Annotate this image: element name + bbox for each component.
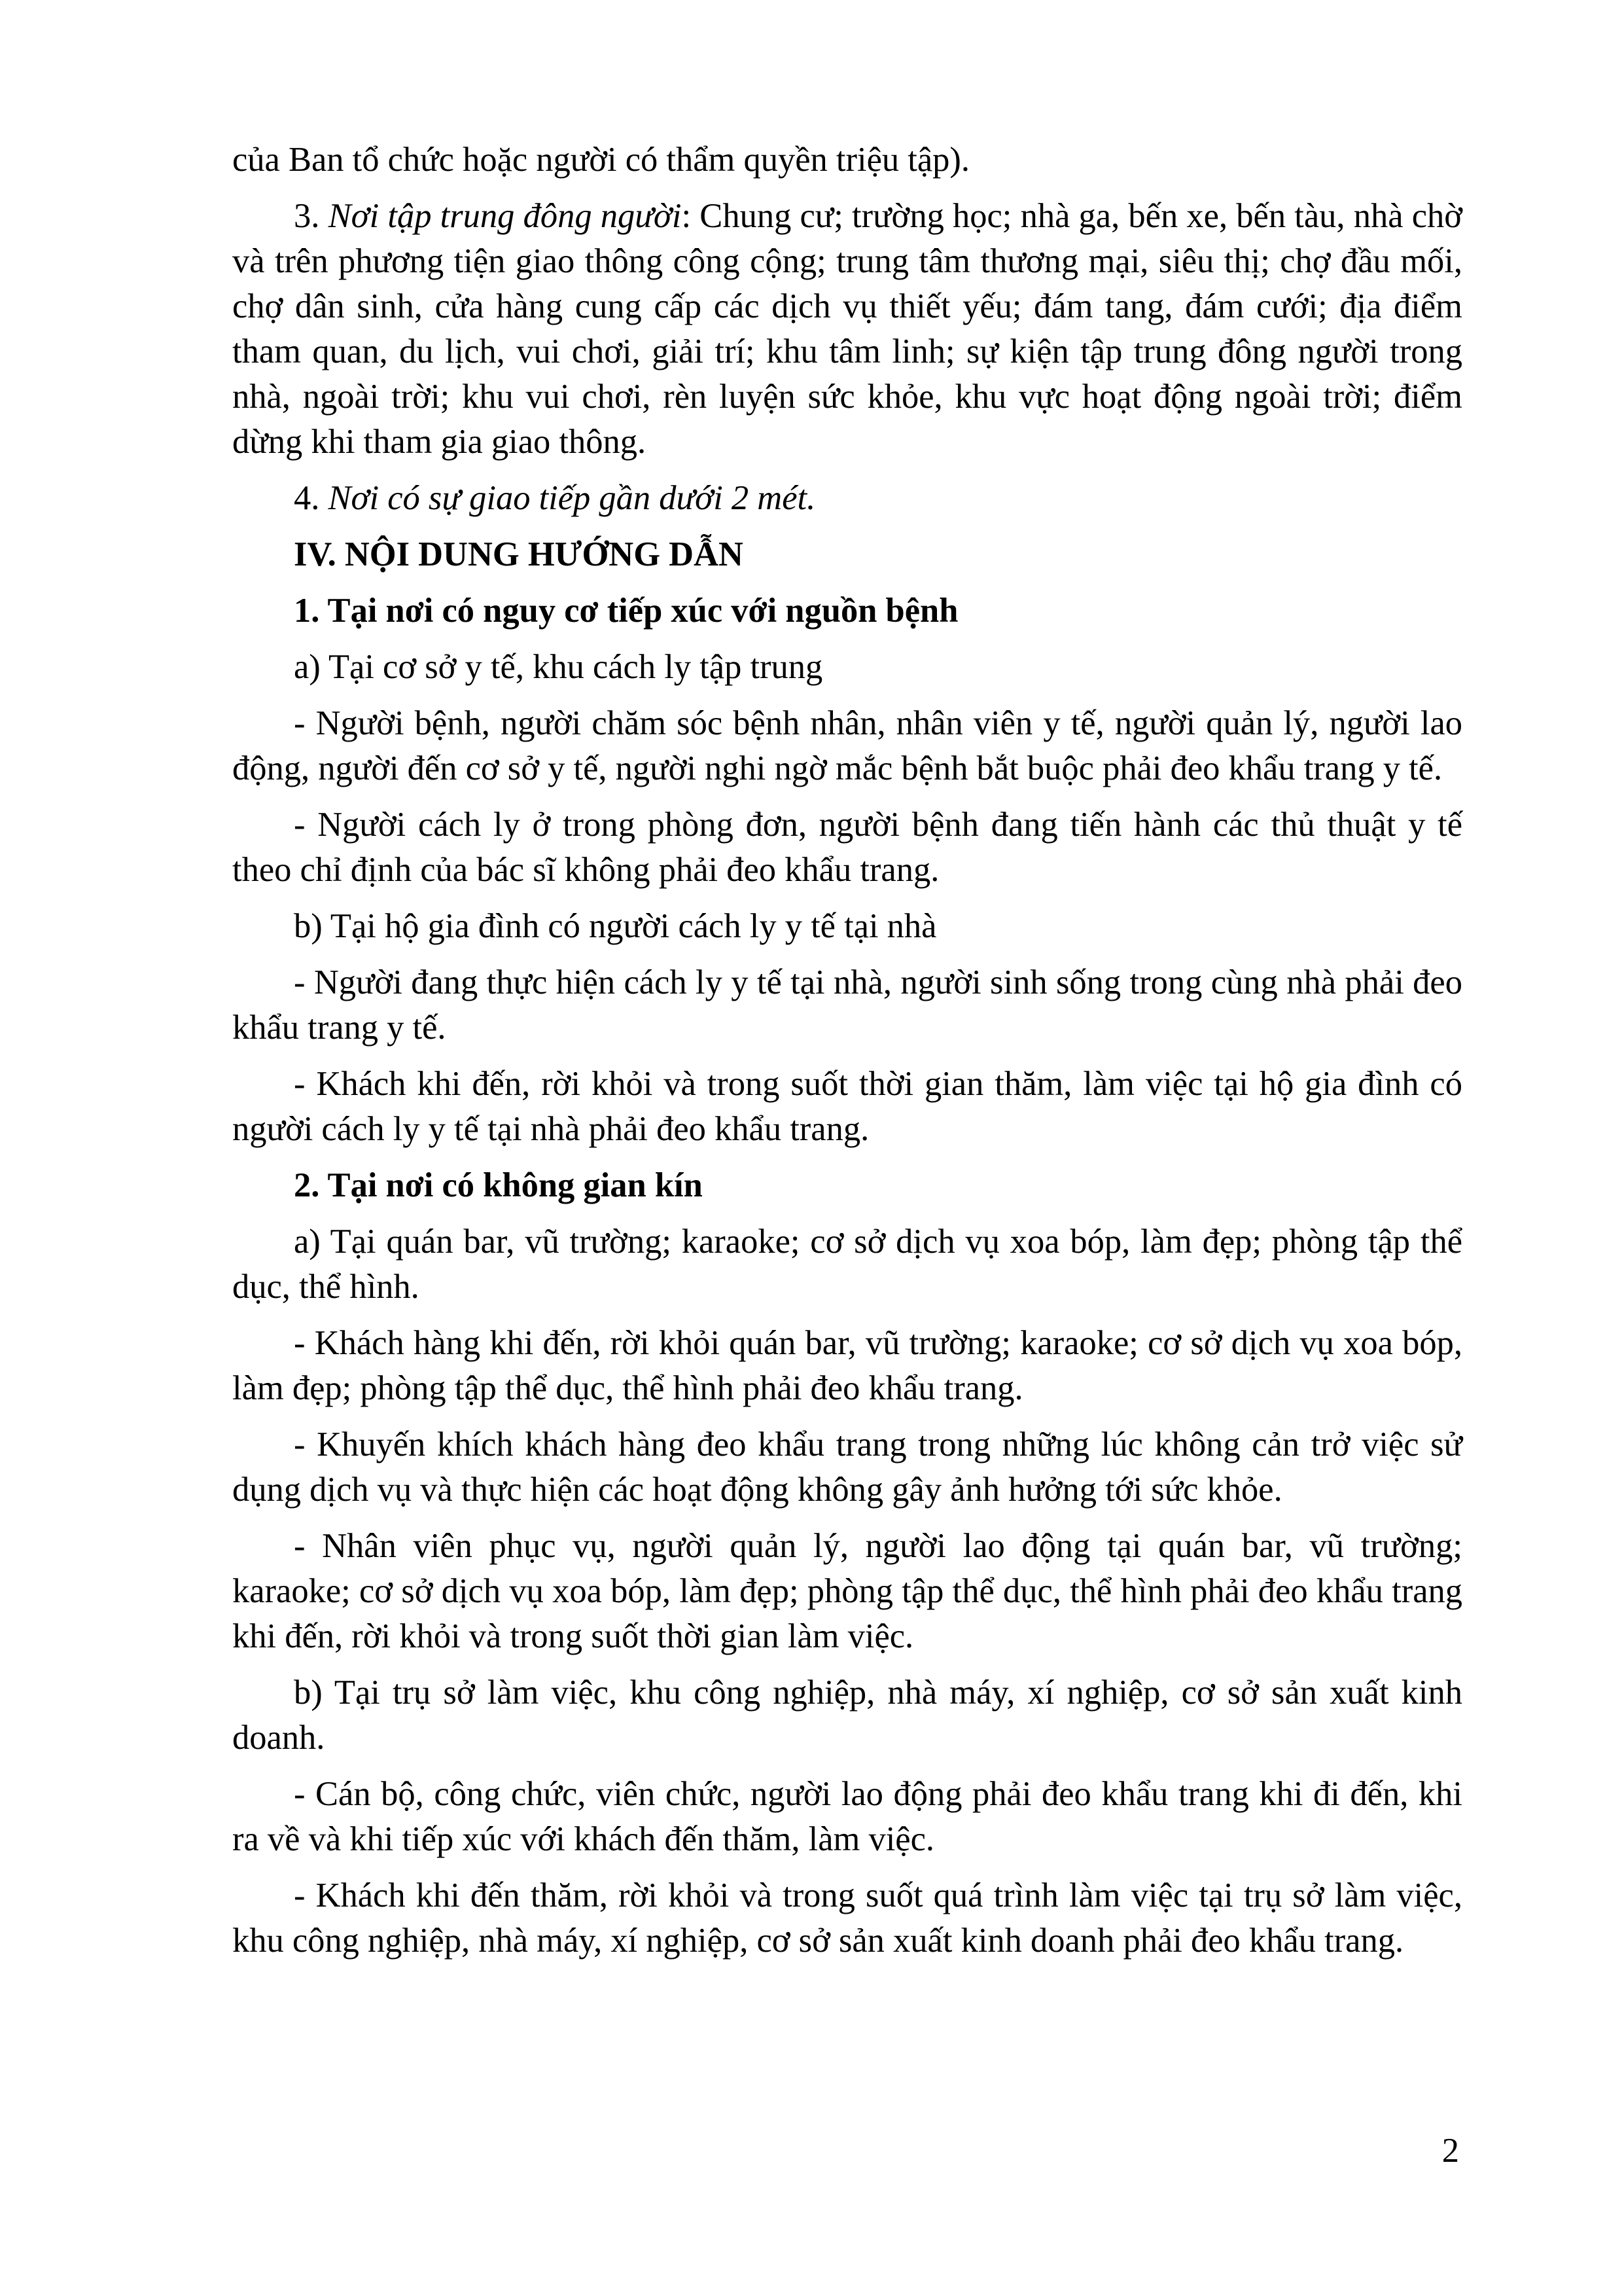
item-number: 3.: [294, 197, 320, 235]
heading-1: 1. Tại nơi có nguy cơ tiếp xúc với nguồn bệnh: [294, 592, 959, 630]
item-number: 4.: [294, 479, 320, 517]
section-heading-iv: IV. NỘI DUNG HƯỚNG DẪN: [294, 535, 743, 573]
paragraph-intro: của Ban tổ chức hoặc người có thẩm quyền triệu tập).: [232, 141, 970, 179]
subheading-1a: a) Tại cơ sở y tế, khu cách ly tập trung: [294, 648, 823, 686]
paragraph-4: [232, 476, 1462, 521]
paragraph-1a-1: - Người bệnh, người chăm sóc bệnh nhân, nhân viên y tế, người quản lý, người lao động, người đến cơ sở y tế, người nghi ngờ mắc bệnh bắt buộc phải đeo khẩu trang y tế.: [232, 704, 1462, 787]
paragraph-2a-2: - Khuyến khích khách hàng đeo khẩu trang trong những lúc không cản trở việc sử dụng dịch vụ và thực hiện các hoạt động không gây ảnh hưởng tới sức khỏe.: [232, 1426, 1462, 1509]
subheading-2b: b) Tại trụ sở làm việc, khu công nghiệp, nhà máy, xí nghiệp, cơ sở sản xuất kinh doanh.: [232, 1674, 1462, 1757]
paragraph-1b-2: - Khách khi đến, rời khỏi và trong suốt thời gian thăm, làm việc tại hộ gia đình có người cách ly y tế tại nhà phải đeo khẩu trang.: [232, 1065, 1462, 1148]
heading-2: 2. Tại nơi có không gian kín: [294, 1166, 703, 1204]
paragraph-3: [232, 194, 1462, 465]
page-number: 2: [1441, 2132, 1459, 2170]
paragraph-2b-2: - Khách khi đến thăm, rời khỏi và trong suốt quá trình làm việc tại trụ sở làm việc, khu công nghiệp, nhà máy, xí nghiệp, cơ sở sản xuất kinh doanh phải đeo khẩu trang.: [232, 1876, 1462, 1960]
document-body: [232, 137, 1462, 1975]
paragraph-1b-1: - Người đang thực hiện cách ly y tế tại nhà, người sinh sống trong cùng nhà phải đeo khẩu trang y tế.: [232, 963, 1462, 1047]
paragraph-2b-1: - Cán bộ, công chức, viên chức, người lao động phải đeo khẩu trang khi đi đến, khi ra về và khi tiếp xúc với khách đến thăm, làm việc.: [232, 1775, 1462, 1858]
subheading-2a: a) Tại quán bar, vũ trường; karaoke; cơ sở dịch vụ xoa bóp, làm đẹp; phòng tập thể dục, thể hình.: [232, 1223, 1462, 1306]
item-term: Nơi tập trung đông người: [328, 197, 682, 235]
paragraph-1a-2: - Người cách ly ở trong phòng đơn, người bệnh đang tiến hành các thủ thuật y tế theo chỉ định của bác sĩ không phải đeo khẩu trang.: [232, 806, 1462, 889]
subheading-1b: b) Tại hộ gia đình có người cách ly y tế tại nhà: [294, 907, 937, 945]
paragraph-2a-1: - Khách hàng khi đến, rời khỏi quán bar, vũ trường; karaoke; cơ sở dịch vụ xoa bóp, làm đẹp; phòng tập thể dục, thể hình phải đeo khẩu trang.: [232, 1324, 1462, 1407]
item-term: Nơi có sự giao tiếp gần dưới 2 mét.: [328, 479, 816, 517]
paragraph-2a-3: - Nhân viên phục vụ, người quản lý, người lao động tại quán bar, vũ trường; karaoke; cơ sở dịch vụ xoa bóp, làm đẹp; phòng tập thể dục, thể hình phải đeo khẩu trang khi đến, rời khỏi và trong suốt thời gian làm việc.: [232, 1527, 1462, 1655]
item-text: : Chung cư; trường học; nhà ga, bến xe, bến tàu, nhà chờ và trên phương tiện giao thông công cộng; trung tâm thương mại, siêu thị; chợ đầu mối, chợ dân sinh, cửa hàng cung cấp các dịch vụ thiết yếu; đám tang, đám cưới; địa điểm tham quan, du lịch, vui chơi, giải trí; khu tâm linh; sự kiện tập trung đông người trong nhà, ngoài trời; khu vui chơi, rèn luyện sức khỏe, khu vực hoạt động ngoài trời; điểm dừng khi tham gia giao thông.: [232, 197, 1463, 461]
